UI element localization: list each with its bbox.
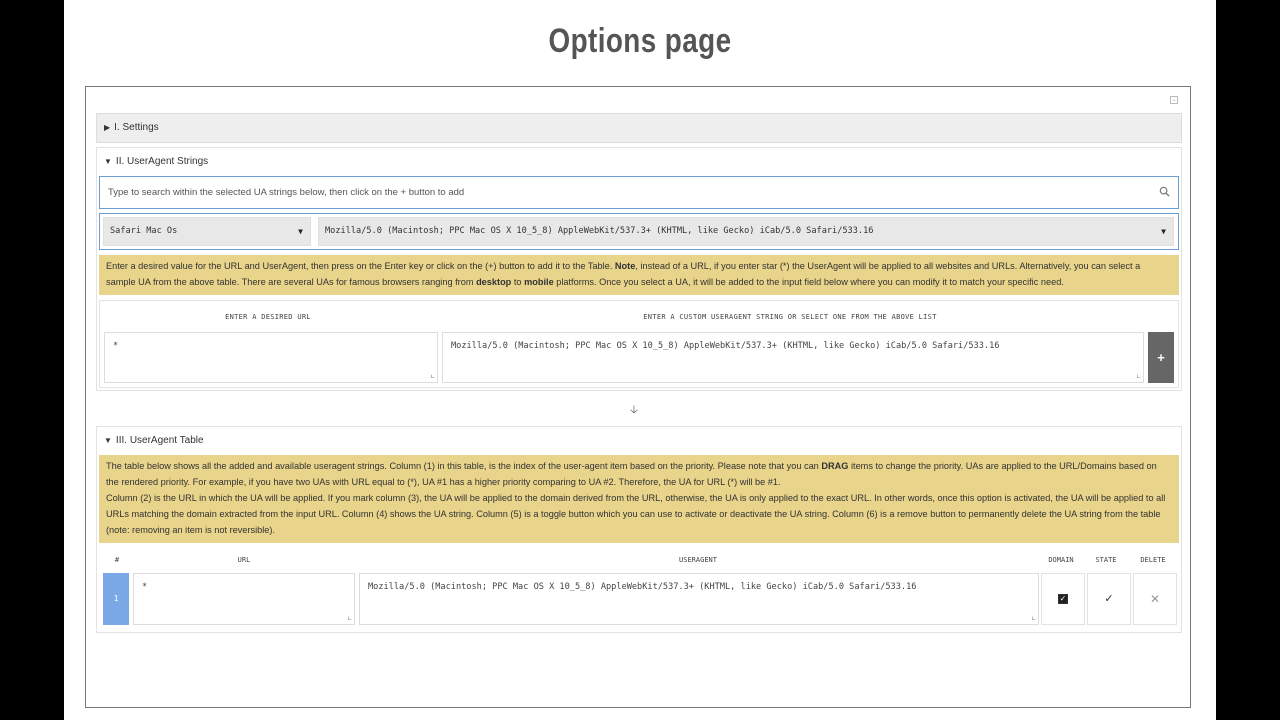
url-textarea-value: *: [113, 341, 119, 351]
browser-select[interactable]: [103, 217, 311, 246]
note-text: items to change the priority. UAs are applied to the URL/Domains based on the rendered priority. For example, if you have two UAs with URL equal to (*), UA #1 has a higher priority comparing to UA #2. Therefore, the UA for URL (*) will be #1.: [106, 461, 1157, 487]
search-input[interactable]: [108, 177, 1148, 208]
note-text: The table below shows all the added and available useragent strings. Column (1) in this table, is the index of the user-agent item based on the priority. Please note that you can: [106, 461, 822, 471]
row-index-handle[interactable]: 1: [103, 573, 129, 625]
collapse-triangle-icon: ▼: [104, 436, 112, 445]
ua-select-value: Mozilla/5.0 (Macintosh; PPC Mac OS X 10_5_8) AppleWebKit/537.3+ (KHTML, like Gecko) iCab/5.0 Safari/533.16: [325, 226, 874, 236]
resize-handle-icon[interactable]: ∟: [1136, 373, 1141, 381]
row-url-value: *: [142, 582, 148, 592]
ua-select-row: [99, 213, 1179, 250]
page-canvas: [64, 0, 1216, 720]
ua-textarea[interactable]: [442, 332, 1144, 383]
row-url-textarea[interactable]: [133, 573, 355, 625]
note-bold: Note: [614, 261, 636, 271]
page-title: Options page: [548, 22, 732, 60]
search-icon[interactable]: [1159, 186, 1170, 197]
column-header-useragent: USERAGENT: [679, 556, 717, 564]
url-field-label: ENTER A DESIRED URL: [225, 313, 311, 321]
settings-header[interactable]: [97, 114, 1181, 142]
note-bold: desktop: [476, 277, 512, 287]
ua-strings-label: II. UserAgent Strings: [115, 156, 209, 167]
column-header-index: #: [114, 556, 120, 564]
chevron-down-icon: ▼: [298, 227, 303, 236]
note-text: Enter a desired value for the URL and UserAgent, then press on the Enter key or click on the (+) button to add it to the Table.: [106, 261, 615, 271]
note-text: Column (2) is the URL in which the UA will be applied. If you mark column (3), the UA will be applied to the domain derived from the URL, otherwise, the UA is only applied to the exact URL. In other words, once this option is activated, the UA will be applied to all URLs matching the domain extracted from the input URL. Column (4) shows the UA string. Column (5) is a toggle button which you can use to activate or deactivate the UA string. Column (6) is a remove button to permanently delete the UA string from the table (note: removing an item is not reversible).: [106, 493, 1166, 535]
domain-checkbox[interactable]: ✓: [1059, 593, 1067, 603]
ua-help-note: [99, 255, 1179, 295]
column-header-domain: DOMAIN: [1048, 556, 1074, 564]
resize-handle-icon[interactable]: ∟: [347, 615, 352, 623]
add-button[interactable]: +: [1148, 332, 1174, 383]
note-text: platforms. Once you select a UA, it will be added to the input field below where you can modify it to match your specific need.: [553, 277, 1064, 287]
ua-table-section: [96, 426, 1182, 633]
ua-strings-section: [96, 147, 1182, 391]
note-bold: mobile: [524, 277, 554, 287]
browser-select-value: Safari Mac Os: [110, 226, 178, 236]
ua-string-select[interactable]: [318, 217, 1174, 246]
note-bold: DRAG: [821, 461, 849, 471]
state-toggle-button[interactable]: ✓: [1087, 573, 1131, 625]
url-textarea[interactable]: [104, 332, 438, 383]
settings-section[interactable]: [96, 113, 1182, 143]
search-box: [99, 176, 1179, 209]
row-ua-value: Mozilla/5.0 (Macintosh; PPC Mac OS X 10_5_8) AppleWebKit/537.3+ (KHTML, like Gecko) iCab/5.0 Safari/533.16: [368, 582, 917, 592]
collapse-icon[interactable]: -: [1170, 96, 1178, 104]
collapse-triangle-icon: ▼: [104, 157, 112, 166]
delete-button[interactable]: ✕: [1133, 573, 1177, 625]
column-header-url: URL: [237, 556, 251, 564]
ua-textarea-value: Mozilla/5.0 (Macintosh; PPC Mac OS X 10_5_8) AppleWebKit/537.3+ (KHTML, like Gecko) iCab/5.0 Safari/533.16: [451, 341, 1000, 351]
resize-handle-icon[interactable]: ∟: [1031, 615, 1036, 623]
column-header-state: STATE: [1095, 556, 1117, 564]
note-text: , instead of a URL, if you enter star (*) the UserAgent will be applied to all websites and URLs. Alternatively, you can select a sample UA from the above table. There are several UAs for famous browsers ranging from: [106, 261, 1141, 287]
ua-field-label: ENTER A CUSTOM USERAGENT STRING OR SELECT ONE FROM THE ABOVE LIST: [643, 313, 937, 321]
row-ua-textarea[interactable]: [359, 573, 1039, 625]
ua-table-header[interactable]: [97, 427, 1181, 455]
arrow-down-icon: 🡣: [630, 404, 638, 416]
ua-table-label: III. UserAgent Table: [115, 435, 204, 446]
table-header-row: [97, 549, 1183, 569]
add-ua-form: [99, 300, 1179, 388]
options-frame: [85, 86, 1191, 708]
expand-triangle-icon: ▶: [104, 123, 111, 132]
table-row[interactable]: [103, 573, 1179, 625]
column-header-delete: DELETE: [1140, 556, 1166, 564]
chevron-down-icon: ▼: [1161, 227, 1166, 236]
ua-strings-header[interactable]: [97, 148, 1181, 176]
resize-handle-icon[interactable]: ∟: [430, 373, 435, 381]
domain-checkbox-cell: [1041, 573, 1085, 625]
settings-label: I. Settings: [114, 122, 159, 133]
note-text: to: [511, 277, 525, 287]
table-help-note: [99, 455, 1179, 543]
